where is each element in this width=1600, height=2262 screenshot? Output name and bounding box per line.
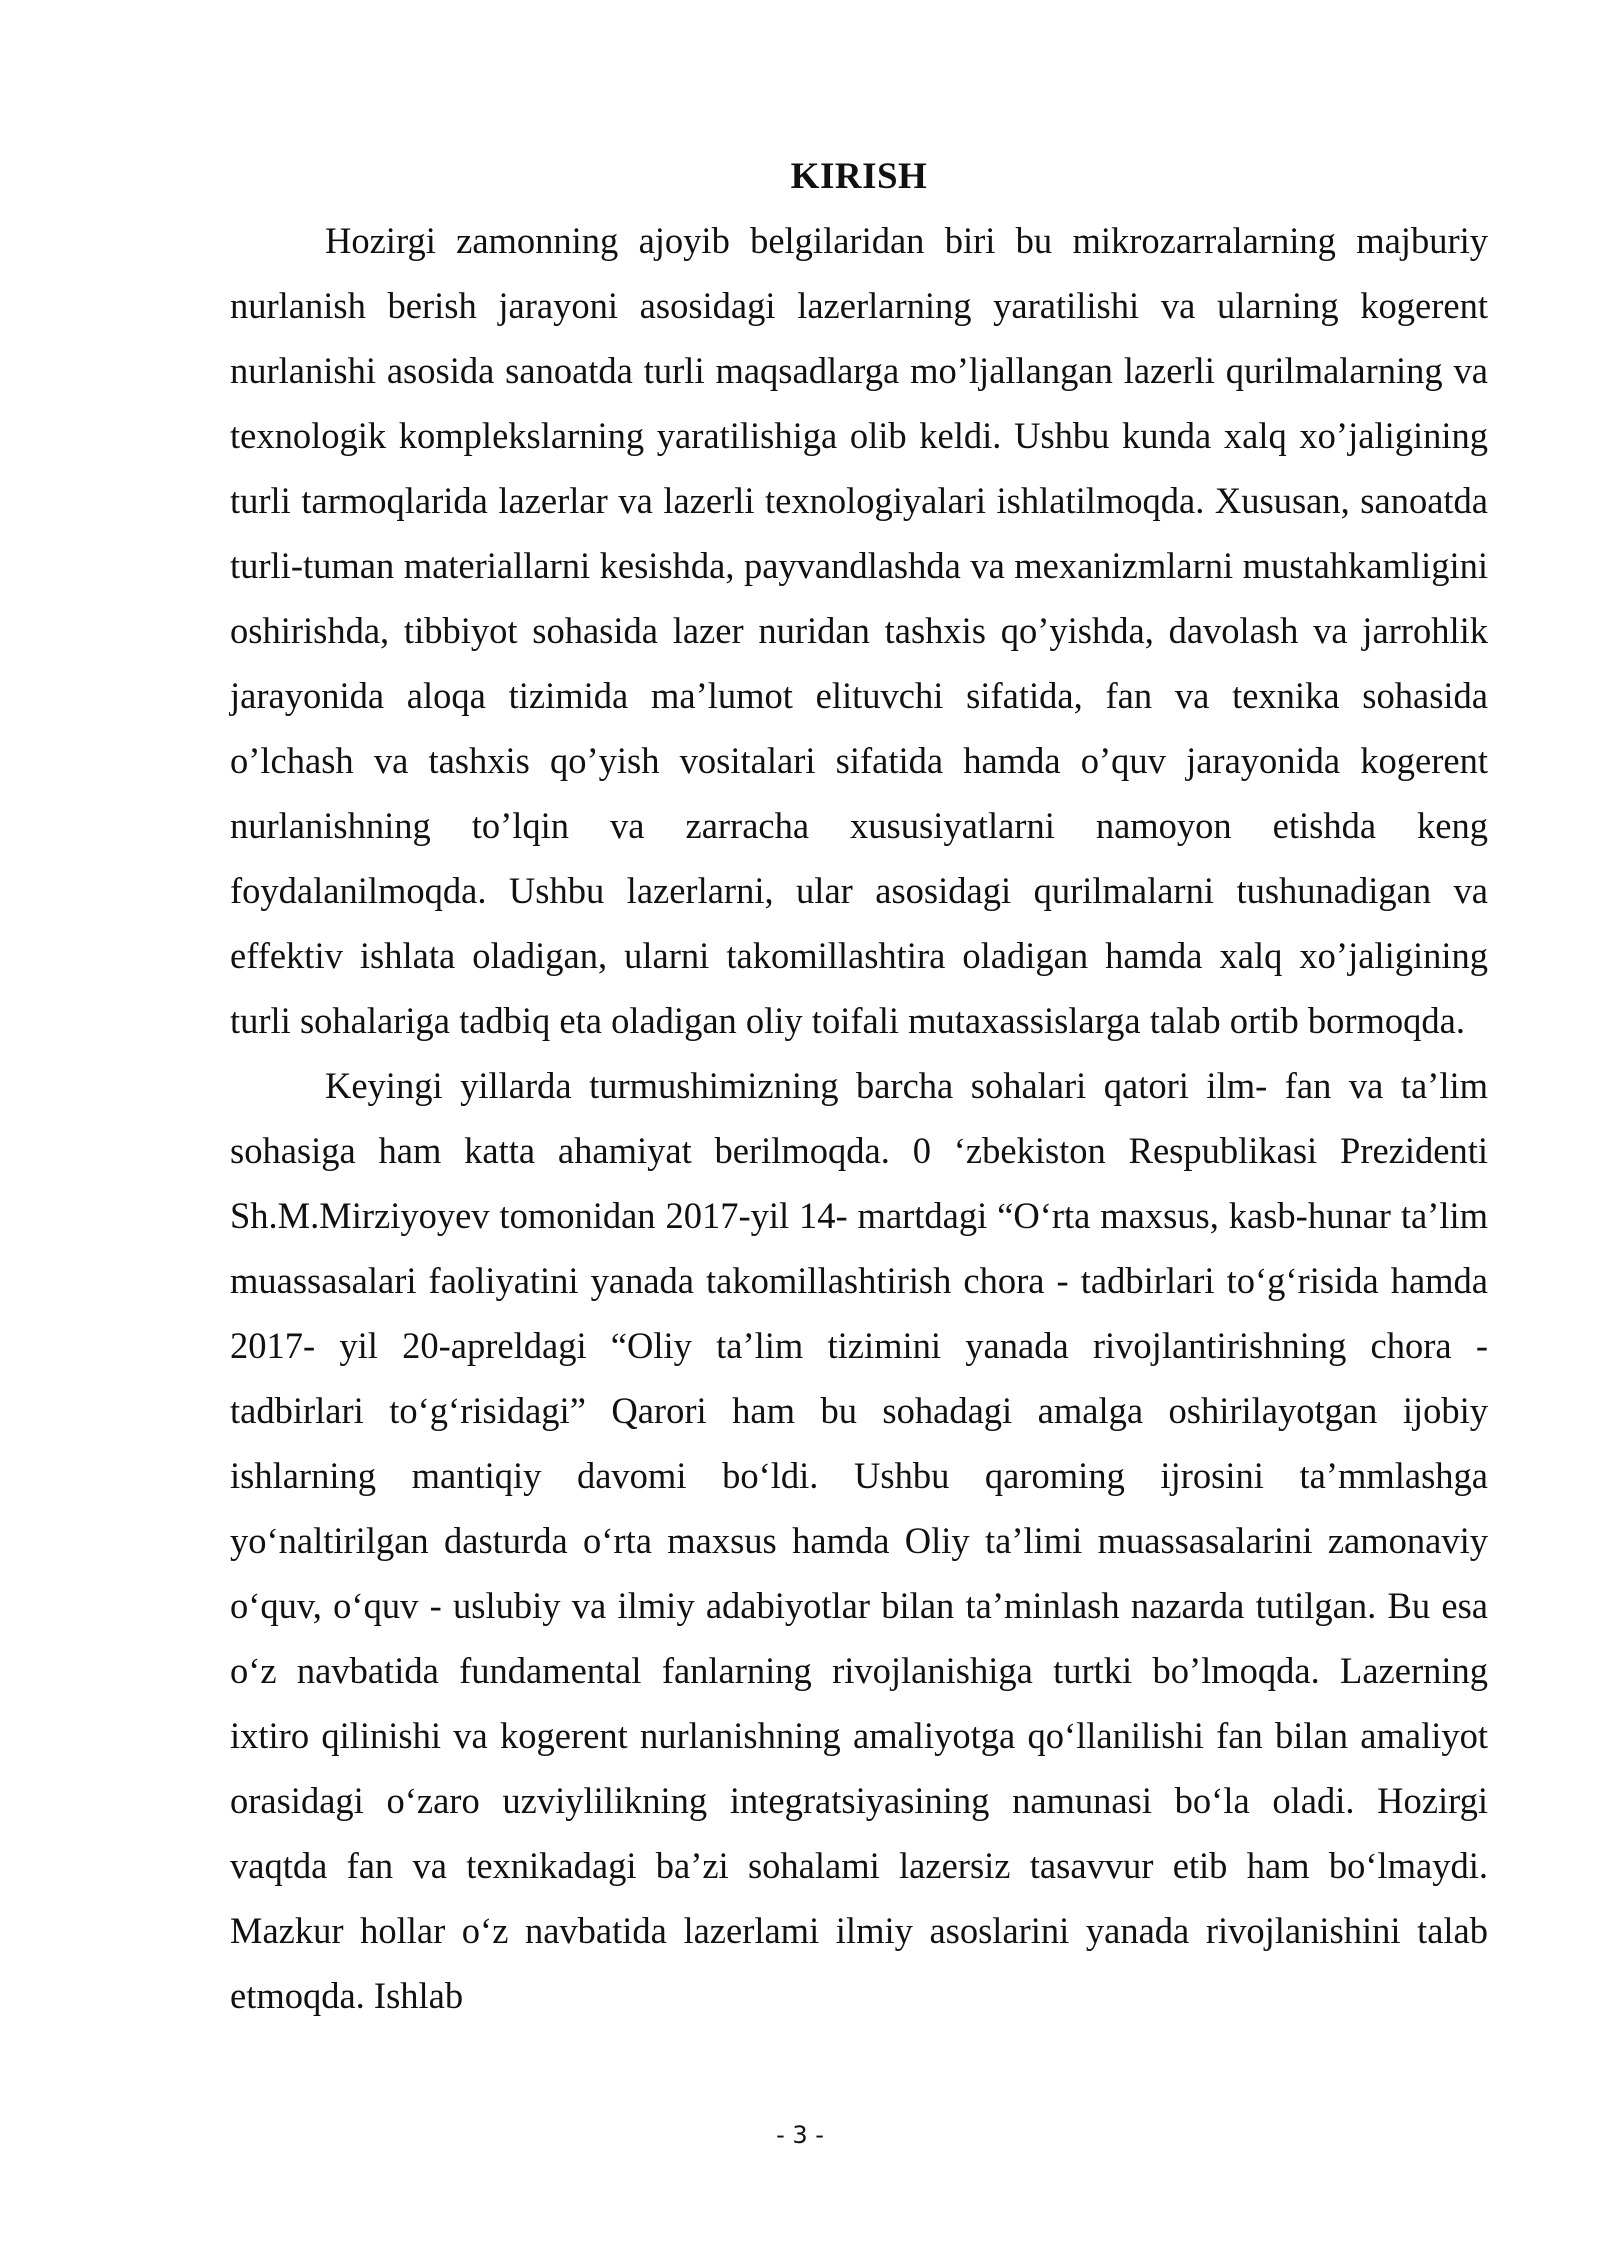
page-number: - 3 - xyxy=(776,2121,824,2149)
body-paragraph-1: Hozirgi zamonning ajoyib belgilaridan biri bu mikrozarralarning majburiy nurlanish berish jarayoni asosidagi lazerlarning yaratilishi va ularning kogerent nurlanishi asosida sanoatda turli maqsadlarga mo’ljallangan lazerli qurilmalarning va texnologik komplekslarning yaratilishiga olib keldi. Ushbu kunda xalq xo’jaligining turli tarmoqlarida lazerlar va lazerli texnologiyalari ishlatilmoqda. Xususan, sanoatda turli-tuman materiallarni kesishda, payvandlashda va mexanizmlarni mustahkamligini oshirishda, tibbiyot sohasida lazer nuridan tashxis qo’yishda, davolash va jarrohlik jarayonida aloqa tizimida ma’lumot elituvchi sifatida, fan va texnika sohasida o’lchash va tashxis qo’yish vositalari sifatida hamda o’quv jarayonida kogerent nurlanishning to’lqin va zarracha xususiyatlarni namoyon etishda keng foydalanilmoqda. Ushbu lazerlarni, ular asosidagi qurilmalarni tushunadigan va effektiv ishlata oladigan, ularni takomillashtira oladigan hamda xalq xo’jaligining turli sohalariga tadbiq eta oladigan oliy toifali mutaxassislarga talab ortib bormoqda. xyxy=(230,220,1488,1041)
section-title: KIRISH xyxy=(790,156,928,197)
body-paragraph-2: Keyingi yillarda turmushimizning barcha sohalari qatori ilm- fan va ta’lim sohasiga ham katta ahamiyat berilmoqda. 0 ‘zbekiston Respublikasi Prezidenti Sh.M.Mirziyoyev tomonidan 2017-yil 14- martdagi “O‘rta maxsus, kasb-hunar ta’lim muassasalari faoliyatini yanada takomillashtirish chora - tadbirlari to‘g‘risida hamda 2017- yil 20-apreldagi “Oliy ta’lim tizimini yanada rivojlantirishning chora - tadbirlari to‘g‘risidagi” Qarori ham bu sohadagi amalga oshirilayotgan ijobiy ishlarning mantiqiy davomi bo‘ldi. Ushbu qaroming ijrosini ta’mmlashga yo‘naltirilgan dasturda o‘rta maxsus hamda Oliy ta’limi muassasalarini zamonaviy o‘quv, o‘quv - uslubiy va ilmiy adabiyotlar bilan ta’minlash nazarda tutilgan. Bu esa o‘z navbatida fundamental fanlarning rivojlanishiga turtki bo’lmoqda. Lazerning ixtiro qilinishi va kogerent nurlanishning amaliyotga qo‘llanilishi fan bilan amaliyot orasidagi o‘zaro uzviylilikning integratsiyasining namunasi bo‘la oladi. Hozirgi vaqtda fan va texnikadagi ba’zi sohalami lazersiz tasavvur etib ham bo‘lmaydi. Mazkur hollar o‘z navbatida lazerlami ilmiy asoslarini yanada rivojlanishini talab etmoqda. Ishlab xyxy=(230,1065,1488,2016)
document-body xyxy=(230,150,1488,2028)
